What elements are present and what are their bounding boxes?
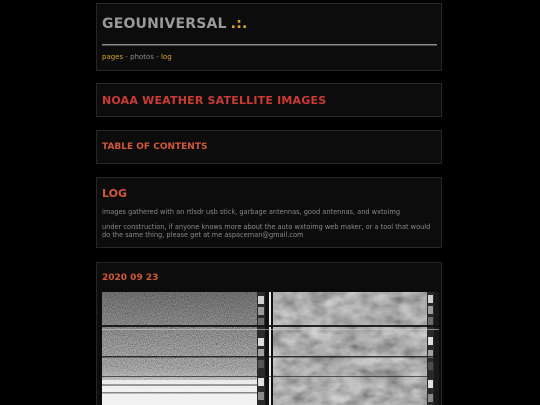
page-title: NOAA WEATHER SATELLITE IMAGES bbox=[102, 94, 327, 107]
page-title-panel bbox=[96, 83, 442, 117]
nav-link-pages[interactable]: pages bbox=[102, 53, 124, 61]
log-heading: LOG bbox=[102, 187, 127, 200]
nav-link-log[interactable]: log bbox=[160, 53, 172, 61]
log-paragraph-equipment: images gathered with an rtlsdr usb stick, garbage antennas, good antennas, and wxtoimg bbox=[102, 208, 401, 216]
log-panel bbox=[96, 177, 442, 248]
entry-panel bbox=[96, 262, 442, 405]
satellite-image[interactable] bbox=[102, 292, 439, 405]
nav-separator: - bbox=[156, 53, 159, 61]
site-title-text: GEOUNIVERSAL bbox=[102, 16, 227, 32]
header-panel bbox=[96, 3, 442, 71]
title-ornament: .:. bbox=[230, 16, 248, 32]
toc-panel bbox=[96, 130, 442, 164]
entry-date: 2020 09 23 bbox=[102, 273, 159, 283]
nav-bar bbox=[102, 53, 172, 61]
site-title[interactable] bbox=[102, 16, 248, 32]
toc-heading[interactable]: TABLE OF CONTENTS bbox=[102, 142, 208, 152]
header-divider bbox=[102, 44, 437, 46]
log-paragraph-construction: under construction, if anyone knows more about the auto wxtoimg web maker, or a tool that would do the same thing, please get at me aspaceman@gmail.com bbox=[102, 223, 431, 239]
nav-link-photos[interactable]: photos bbox=[130, 53, 154, 61]
nav-separator: - bbox=[125, 53, 128, 61]
